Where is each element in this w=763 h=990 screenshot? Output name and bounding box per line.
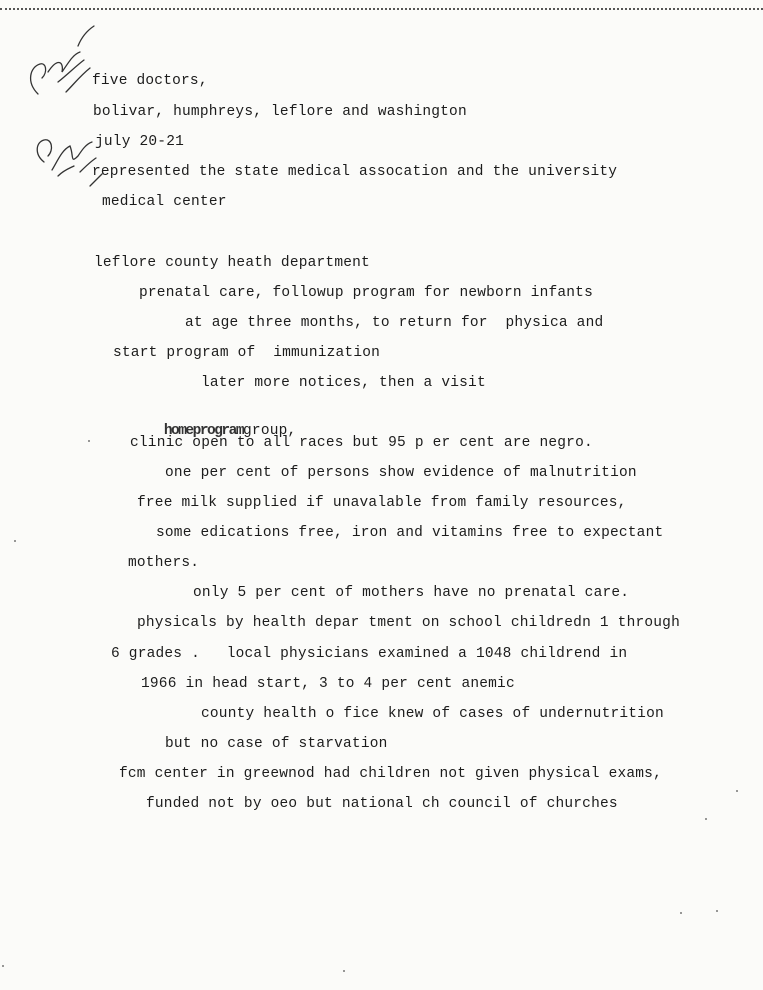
line-9: start program of immunization (113, 345, 381, 361)
line-12: clinic open to all races but 95 p er cent are negro. (130, 435, 593, 451)
line-1: five doctors, (92, 73, 208, 89)
line-17: only 5 per cent of mothers have no prenatal care. (193, 585, 630, 601)
line-22: but no case of starvation (165, 736, 388, 752)
overstrike-text: group, (243, 423, 297, 439)
line-20: 1966 in head start, 3 to 4 per cent anemic (141, 676, 515, 692)
scan-speck (343, 970, 345, 972)
scan-speck (88, 440, 90, 442)
scan-speck (680, 912, 682, 914)
handwritten-note-top (18, 22, 108, 112)
line-7: prenatal care, followup program for newborn infants (139, 285, 593, 301)
line-8: at age three months, to return for physica and (185, 315, 604, 331)
line-10: later more notices, then a visit (201, 375, 486, 391)
line-5: medical center (102, 194, 227, 210)
line-16: mothers. (128, 555, 200, 571)
line-24: funded not by oeo but national ch council of churches (146, 796, 618, 812)
line-18: physicals by health depar tment on school childredn 1 through (137, 615, 680, 631)
scan-speck (14, 540, 16, 542)
line-4: represented the state medical assocation and the university (92, 164, 618, 180)
scan-speck (716, 910, 718, 912)
line-15: some edications free, iron and vitamins free to expectant (156, 525, 664, 541)
scan-speck (705, 818, 707, 820)
line-21: county health o fice knew of cases of undernutrition (201, 706, 664, 722)
scan-speck (2, 965, 4, 967)
scan-speck (736, 790, 738, 792)
line-23: fcm center in greewnod had children not given physical exams, (119, 766, 662, 782)
line-2: bolivar, humphreys, leflore and washington (93, 104, 467, 120)
page-top-edge (0, 0, 763, 10)
line-13: one per cent of persons show evidence of malnutrition (165, 465, 637, 481)
struck-out-text: homeprogram (163, 423, 244, 439)
line-6: leflore county heath department (94, 255, 370, 271)
line-14: free milk supplied if unavalable from family resources, (137, 495, 627, 511)
line-19: 6 grades . local physicians examined a 1048 childrend in (111, 646, 628, 662)
line-3: july 20-21 (95, 134, 185, 150)
